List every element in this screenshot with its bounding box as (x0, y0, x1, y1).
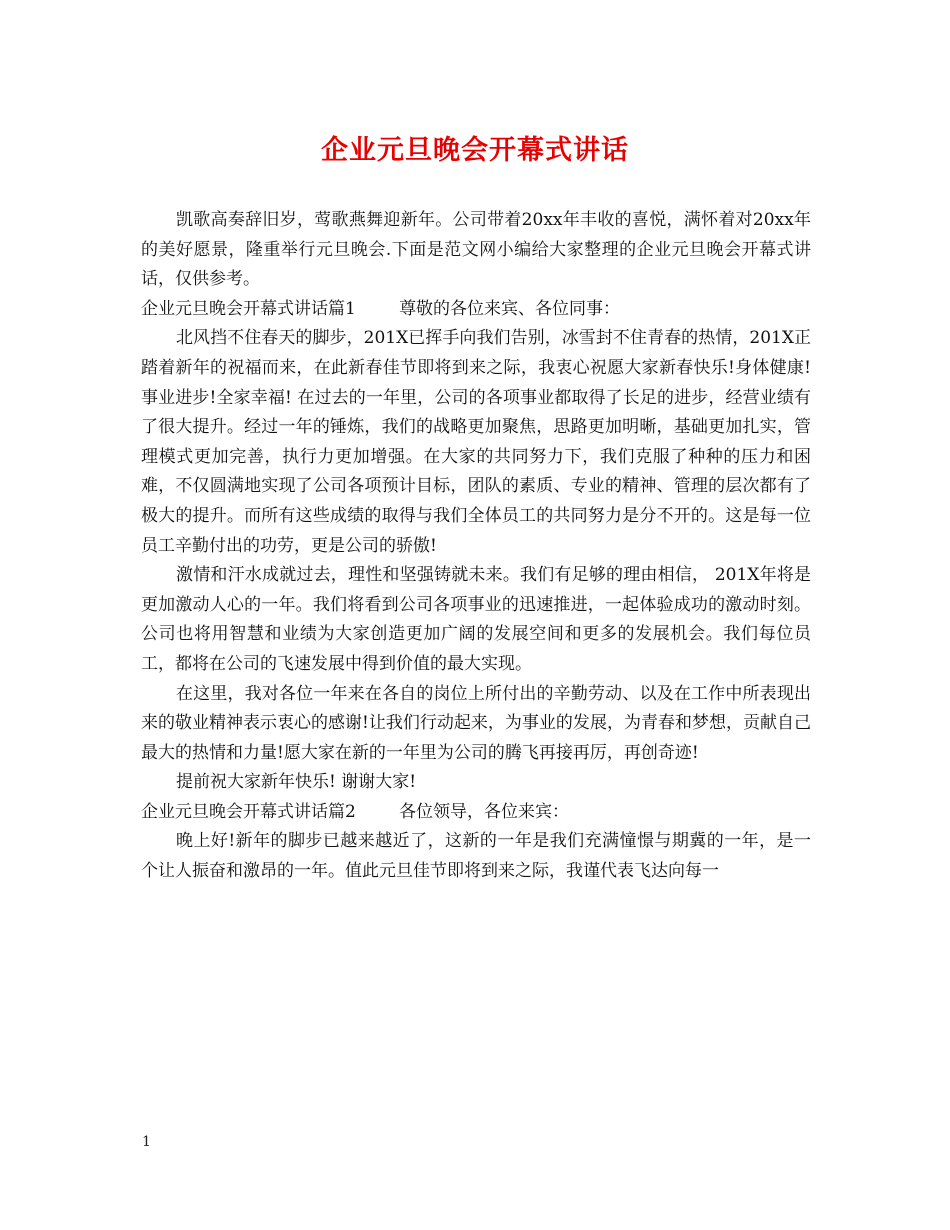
section-2-salutation: 各位领导，各位来宾： (399, 801, 570, 822)
section-1-heading-line (141, 295, 811, 325)
section-1-heading: 企业元旦晚会开幕式讲话篇1 (141, 298, 356, 319)
intro-paragraph: 凯歌高奏辞旧岁，莺歌燕舞迎新年。公司带着20xx年丰收的喜悦，满怀着对20xx年的美好愿景，隆重举行元旦晚会.下面是范文网小编给大家整理的企业元旦晚会开幕式讲话，仅供参考。 (141, 210, 811, 290)
page-number: 1 (142, 1134, 151, 1150)
page-title: 企业元旦晚会开幕式讲话 (321, 135, 629, 166)
section-1-paragraph-1: 北风挡不住春天的脚步，201X已挥手向我们告别，冰雪封不住青春的热情，201X正踏着新年的祝福而来，在此新春佳节即将到来之际，我衷心祝愿大家新春快乐!身体健康!事业进步!全家幸福! 在过去的一年里，公司的各项事业都取得了长足的进步，经营业绩有了很大提升。经过一年的锤炼，我们的战略更加聚焦，思路更加明晰，基础更加扎实，管理模式更加完善，执行力更加增强。在大家的共同努力下，我们克服了种种的压力和困难，不仅圆满地实现了公司各项预计目标，团队的素质、专业的精神、管理的层次都有了极大的提升。而所有这些成绩的取得与我们全体员工的共同努力是分不开的。这是每一位员工辛勤付出的功劳，更是公司的骄傲! (141, 328, 811, 556)
section-2-heading-line (141, 798, 811, 828)
section-1-salutation: 尊敬的各位来宾、各位同事： (399, 298, 621, 319)
document-body (141, 206, 811, 887)
section-1-paragraph-4: 提前祝大家新年快乐! 谢谢大家! (176, 772, 417, 793)
section-2-paragraph-1: 晚上好!新年的脚步已越来越近了，这新的一年是我们充满憧憬与期冀的一年，是一个让人振奋和激昂的一年。值此元旦佳节即将到来之际，我谨代表飞达向每一 (141, 831, 811, 882)
section-2-heading: 企业元旦晚会开幕式讲话篇2 (141, 801, 356, 822)
section-1-paragraph-2: 激情和汗水成就过去，理性和坚强铸就未来。我们有足够的理由相信， 201X年将是更加激动人心的一年。我们将看到公司各项事业的迅速推进，一起体验成功的激动时刻。公司也将用智慧和业绩为大家创造更加广阔的发展空间和更多的发展机会。我们每位员工，都将在公司的飞速发展中得到价值的最大实现。 (141, 565, 811, 674)
section-1-paragraph-3: 在这里，我对各位一年来在各自的岗位上所付出的辛勤劳动、以及在工作中所表现出来的敬业精神表示衷心的感谢!让我们行动起来，为事业的发展，为青春和梦想，贡献自己最大的热情和力量!愿大家在新的一年里为公司的腾飞再接再厉，再创奇迹! (141, 683, 811, 763)
